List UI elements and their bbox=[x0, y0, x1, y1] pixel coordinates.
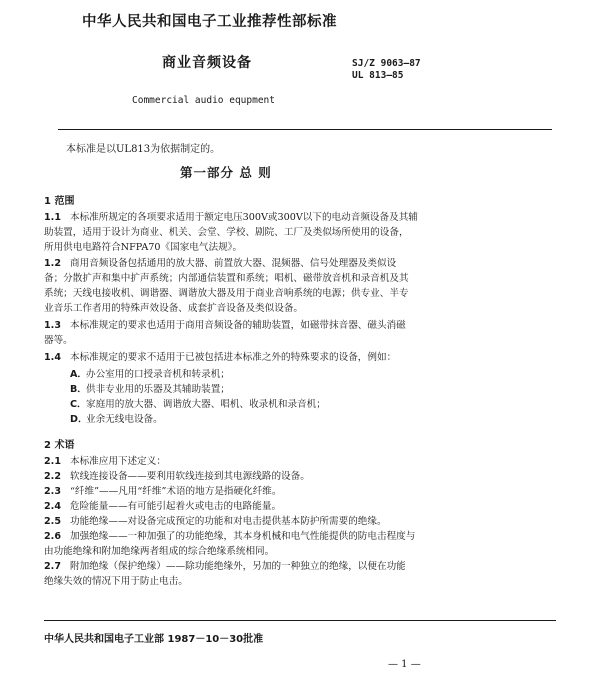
part-title: 第一部分 总 则 bbox=[180, 165, 272, 180]
clause-number: 1.1 bbox=[44, 212, 61, 223]
intro-note: 本标准是以UL813为依据制定的。 bbox=[66, 144, 221, 155]
clause-number: 1.2 bbox=[44, 258, 61, 269]
exclusion-item: A．办公室用的口授录音机和转录机； bbox=[70, 369, 230, 380]
clause-2-2: 2.2 软线连接设备——要利用软线连接到其电源线路的设备。 bbox=[44, 471, 310, 482]
exclusion-item: C．家庭用的放大器、调谐放大器、唱机、收录机和录音机； bbox=[70, 399, 326, 410]
term-definitions: 2.1 本标准应用下述定义： 2.2 软线连接设备——要利用软线连接到其电源线路的设备。 2.3 “纤维”——凡用“纤维”术语的地方是指硬化纤维。 2.4 危险能量——有可能引起着火或电击的电路能量。 2.5 功能绝缘——对设备完成预定的功能和对电击提供基本防护所需要的绝缘。 2.6 加强绝缘——一种加强了的功能绝缘，其本身机械和电气性能提供的防电击程度与 由功能绝缘和附加绝缘两者组成的综合绝缘系统相同。 2.7 附加绝缘（保护绝缘）——除功能绝缘外，另加的一种独立的绝缘，以便在功能 绝缘失效的情况下用于防止电击。 bbox=[44, 454, 544, 589]
page-number: — 1 — bbox=[388, 659, 421, 670]
clause-2-5: 2.5 功能绝缘——对设备完成预定的功能和对电击提供基本防护所需要的绝缘。 bbox=[44, 516, 387, 527]
exclusion-list bbox=[70, 367, 326, 427]
section-heading-terms: 2 术语 bbox=[44, 440, 75, 451]
clause-number: 1.3 bbox=[44, 320, 61, 331]
approval-note: 中华人民共和国电子工业部 1987－10－30批准 bbox=[44, 634, 264, 645]
standard-code-sj: SJ/Z 9063—87 bbox=[352, 58, 421, 69]
clause-1-3: 1.3 本标准规定的要求也适用于商用音频设备的辅助装置，如磁带抹音器、磁头消磁 器等。 bbox=[44, 320, 406, 346]
exclusion-item: D．业余无线电设备。 bbox=[70, 414, 163, 425]
clause-2-3: 2.3 “纤维”——凡用“纤维”术语的地方是指硬化纤维。 bbox=[44, 486, 282, 497]
standard-code-ul: UL 813—85 bbox=[352, 70, 404, 81]
standard-title: 商业音频设备 bbox=[162, 55, 252, 71]
footer-divider bbox=[44, 620, 556, 621]
clause-1-2: 1.2 商用音频设备包括通用的放大器、前置放大器、混频器、信号处理器及类似设 备；分散扩声和集中扩声系统；内部通信装置和系统；唱机、磁带放音机和录音机及其 系统；天线电接收机、调谐器、调谐放大器及用于商业音响系统的电源；供专业、半专 业音乐工作者用的特殊声效设备、成套扩音设备及类似设备。 bbox=[44, 258, 409, 314]
clause-2-7: 2.7 附加绝缘（保护绝缘）——除功能绝缘外，另加的一种独立的绝缘，以便在功能 bbox=[44, 561, 406, 572]
clause-1-1: 1.1 本标准所规定的各项要求适用于额定电压300V或300V以下的电动音频设备及其辅 助装置，适用于设计为商业、机关、会堂、学校、剧院、工厂及类似场所使用的设备， 所用供电电路符合NFPA70《国家电气法规》。 bbox=[44, 212, 418, 253]
header-divider bbox=[58, 129, 552, 130]
clause-1-4: 1.4 本标准规定的要求不适用于已被包括进本标准之外的特殊要求的设备，例如： bbox=[44, 352, 397, 363]
clause-number: 1.4 bbox=[44, 352, 61, 363]
english-title: Commercial audio equpment bbox=[132, 95, 275, 106]
section-heading-scope: 1 范围 bbox=[44, 196, 75, 207]
clause-2-6: 2.6 加强绝缘——一种加强了的功能绝缘，其本身机械和电气性能提供的防电击程度与 bbox=[44, 531, 416, 542]
standard-code bbox=[352, 58, 421, 82]
clause-2-4: 2.4 危险能量——有可能引起着火或电击的电路能量。 bbox=[44, 501, 282, 512]
clause-2-1: 2.1 本标准应用下述定义： bbox=[44, 456, 166, 467]
exclusion-item: B．供非专业用的乐器及其辅助装置； bbox=[70, 384, 230, 395]
standard-organization: 中华人民共和国电子工业推荐性部标准 bbox=[82, 14, 337, 30]
